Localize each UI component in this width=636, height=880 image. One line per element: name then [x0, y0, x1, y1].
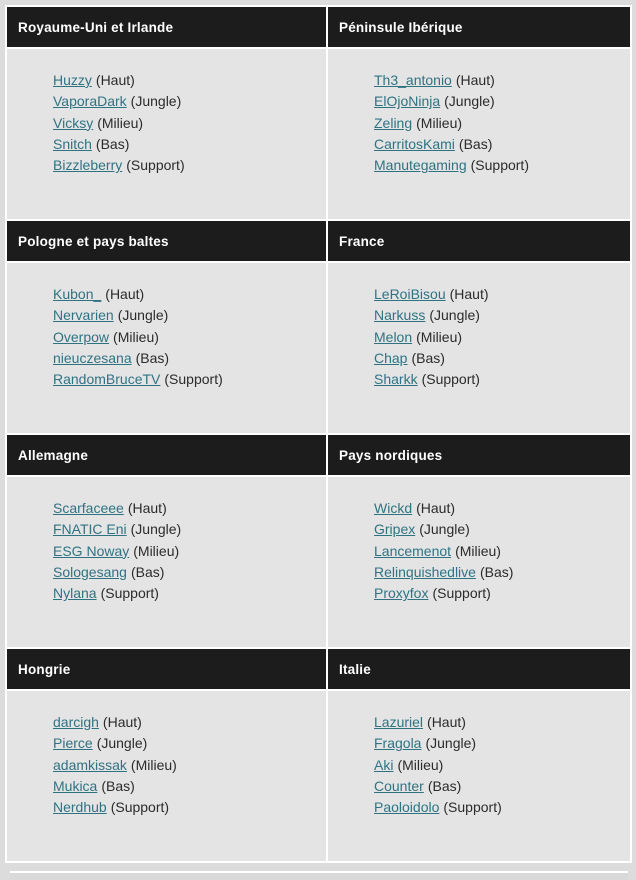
list-item [374, 305, 622, 326]
player-link-counter[interactable]: Counter [374, 777, 424, 794]
player-role: (Haut) [127, 500, 167, 516]
player-link-sharkk[interactable]: Sharkk [374, 371, 418, 388]
player-link-lazuriel[interactable]: Lazuriel [374, 714, 424, 730]
player-link-pierce[interactable]: Pierce [53, 735, 93, 752]
player-role: (Milieu) [397, 756, 444, 773]
player-link-randombrucetv[interactable]: RandomBruceTV [53, 371, 161, 388]
player-role: (Jungle) [419, 521, 470, 538]
section-header-pologne-et-pays-baltes: Pologne et pays baltes [7, 221, 326, 261]
player-link-fragola[interactable]: Fragola [374, 735, 422, 752]
list-item [53, 498, 318, 519]
player-role: (Support) [110, 799, 170, 816]
list-item [374, 733, 622, 754]
player-role: (Bas) [427, 777, 462, 794]
player-role: (Jungle) [444, 93, 495, 110]
list-item [374, 113, 622, 134]
section-content-pologne-et-pays-baltes [7, 263, 326, 433]
player-role: (Support) [126, 157, 185, 174]
player-role: (Milieu) [113, 328, 159, 345]
player-link-lancemenot[interactable]: Lancemenot [374, 542, 452, 559]
player-role: (Milieu) [416, 328, 463, 345]
list-item [53, 519, 318, 540]
player-link-huzzy[interactable]: Huzzy [53, 72, 92, 88]
player-list [15, 712, 318, 818]
section-content-royaume-uni-et-irlande [7, 49, 326, 219]
player-link-leroibisou[interactable]: LeRoiBisou [374, 286, 446, 302]
player-role: (Support) [421, 371, 480, 388]
section-content-row-3 [7, 477, 630, 647]
player-role: (Jungle) [96, 735, 148, 752]
player-link-bizzleberry[interactable]: Bizzleberry [53, 157, 123, 174]
list-item [53, 733, 318, 754]
player-link-gripex[interactable]: Gripex [374, 521, 416, 538]
list-item [53, 755, 318, 776]
section-content-italie [328, 691, 630, 861]
player-list [336, 712, 622, 818]
player-role: (Support) [100, 585, 159, 602]
player-link-adamkissak[interactable]: adamkissak [53, 756, 127, 773]
list-item [374, 712, 622, 733]
player-role: (Haut) [427, 714, 466, 730]
list-item [53, 134, 318, 155]
player-link-vicksy[interactable]: Vicksy [53, 114, 94, 131]
player-role: (Milieu) [416, 114, 463, 131]
player-link-wickd[interactable]: Wickd [374, 500, 413, 516]
list-item [374, 562, 622, 583]
list-item [53, 91, 318, 112]
player-role: (Milieu) [455, 542, 501, 559]
player-link-proxyfox[interactable]: Proxyfox [374, 585, 429, 602]
player-link-nylana[interactable]: Nylana [53, 585, 97, 602]
list-item [53, 541, 318, 562]
player-list [336, 70, 622, 176]
player-list [15, 498, 318, 604]
section-header-row-1 [7, 7, 630, 47]
player-link-nervarien[interactable]: Nervarien [53, 307, 114, 324]
section-content-row-1 [7, 49, 630, 219]
list-item [53, 284, 318, 305]
section-content-row-4 [7, 691, 630, 861]
player-link-relinquishedlive[interactable]: Relinquishedlive [374, 563, 476, 580]
section-header-row-4 [7, 649, 630, 689]
player-role: (Haut) [416, 500, 456, 516]
player-role: (Bas) [130, 563, 165, 580]
player-link-th3-antonio[interactable]: Th3_antonio [374, 72, 452, 88]
next-table-top-edge [10, 871, 628, 880]
list-item [53, 776, 318, 797]
player-link-overpow[interactable]: Overpow [53, 328, 110, 345]
player-role: (Milieu) [130, 756, 177, 773]
list-item [374, 776, 622, 797]
player-link-kubon[interactable]: Kubon_ [53, 286, 102, 302]
list-item [374, 797, 622, 818]
list-item [53, 305, 318, 326]
section-header-row-2 [7, 221, 630, 261]
list-item [374, 284, 622, 305]
player-link-aki[interactable]: Aki [374, 756, 394, 773]
list-item [374, 498, 622, 519]
player-role: (Support) [432, 585, 491, 602]
list-item [374, 327, 622, 348]
player-role: (Bas) [479, 563, 514, 580]
player-role: (Haut) [449, 286, 489, 302]
list-item [374, 91, 622, 112]
list-item [374, 369, 622, 390]
section-header-allemagne: Allemagne [7, 435, 326, 475]
list-item [53, 155, 318, 176]
section-header-peninsule-iberique: Péninsule Ibérique [328, 7, 630, 47]
section-content-peninsule-iberique [328, 49, 630, 219]
player-role: (Haut) [95, 72, 135, 88]
section-content-pays-nordiques [328, 477, 630, 647]
player-link-zeling[interactable]: Zeling [374, 114, 413, 131]
section-content-hongrie [7, 691, 326, 861]
list-item [53, 348, 318, 369]
player-role: (Bas) [101, 777, 135, 794]
player-role: (Haut) [455, 72, 495, 88]
player-link-chap[interactable]: Chap [374, 349, 408, 366]
section-content-allemagne [7, 477, 326, 647]
player-link-darcigh[interactable]: darcigh [53, 714, 99, 730]
section-header-row-3 [7, 435, 630, 475]
list-item [374, 155, 622, 176]
player-link-nerdhub[interactable]: Nerdhub [53, 799, 107, 816]
player-role: (Jungle) [117, 307, 169, 324]
player-link-mukica[interactable]: Mukica [53, 777, 98, 794]
list-item [374, 134, 622, 155]
list-item [53, 70, 318, 91]
player-role: (Jungle) [130, 521, 182, 538]
section-header-hongrie: Hongrie [7, 649, 326, 689]
list-item [374, 519, 622, 540]
player-role: (Haut) [105, 286, 145, 302]
player-role: (Bas) [411, 349, 445, 366]
list-item [53, 369, 318, 390]
list-item [53, 327, 318, 348]
player-link-scarfaceee[interactable]: Scarfaceee [53, 500, 124, 516]
list-item [374, 348, 622, 369]
player-link-melon[interactable]: Melon [374, 328, 413, 345]
list-item [53, 113, 318, 134]
section-content-row-2 [7, 263, 630, 433]
player-link-narkuss[interactable]: Narkuss [374, 307, 426, 324]
section-content-france [328, 263, 630, 433]
player-link-esg-noway[interactable]: ESG Noway [53, 542, 130, 559]
section-header-france: France [328, 221, 630, 261]
player-link-vaporadark[interactable]: VaporaDark [53, 93, 127, 110]
player-link-carritoskami[interactable]: CarritosKami [374, 135, 455, 152]
list-item [53, 797, 318, 818]
list-item [374, 70, 622, 91]
list-item [53, 562, 318, 583]
player-role: (Bas) [95, 135, 130, 152]
player-link-snitch[interactable]: Snitch [53, 135, 92, 152]
player-role: (Milieu) [97, 114, 144, 131]
player-role: (Bas) [135, 349, 170, 366]
player-link-paoloidolo[interactable]: Paoloidolo [374, 799, 440, 816]
player-role: (Jungle) [429, 307, 480, 324]
list-item [53, 712, 318, 733]
player-link-sologesang[interactable]: Sologesang [53, 563, 127, 580]
player-link-elojoninja[interactable]: ElOjoNinja [374, 93, 441, 110]
player-role: (Support) [443, 799, 502, 816]
player-list [336, 284, 622, 390]
list-item [374, 755, 622, 776]
player-link-fnatic-eni[interactable]: FNATIC Eni [53, 521, 127, 538]
player-link-manutegaming[interactable]: Manutegaming [374, 157, 467, 174]
list-item [53, 583, 318, 604]
player-list [336, 498, 622, 604]
list-item [374, 541, 622, 562]
player-role: (Haut) [102, 714, 142, 730]
player-role: (Jungle) [425, 735, 477, 752]
player-link-nieuczesana[interactable]: nieuczesana [53, 349, 132, 366]
player-role: (Support) [470, 157, 529, 174]
player-list [15, 284, 318, 390]
player-role: (Bas) [458, 135, 493, 152]
section-header-pays-nordiques: Pays nordiques [328, 435, 630, 475]
player-list [15, 70, 318, 176]
section-header-royaume-uni-et-irlande: Royaume-Uni et Irlande [7, 7, 326, 47]
player-role: (Support) [164, 371, 223, 388]
section-header-italie: Italie [328, 649, 630, 689]
list-item [374, 583, 622, 604]
regions-table [5, 5, 632, 863]
player-role: (Jungle) [130, 93, 182, 110]
player-role: (Milieu) [133, 542, 180, 559]
